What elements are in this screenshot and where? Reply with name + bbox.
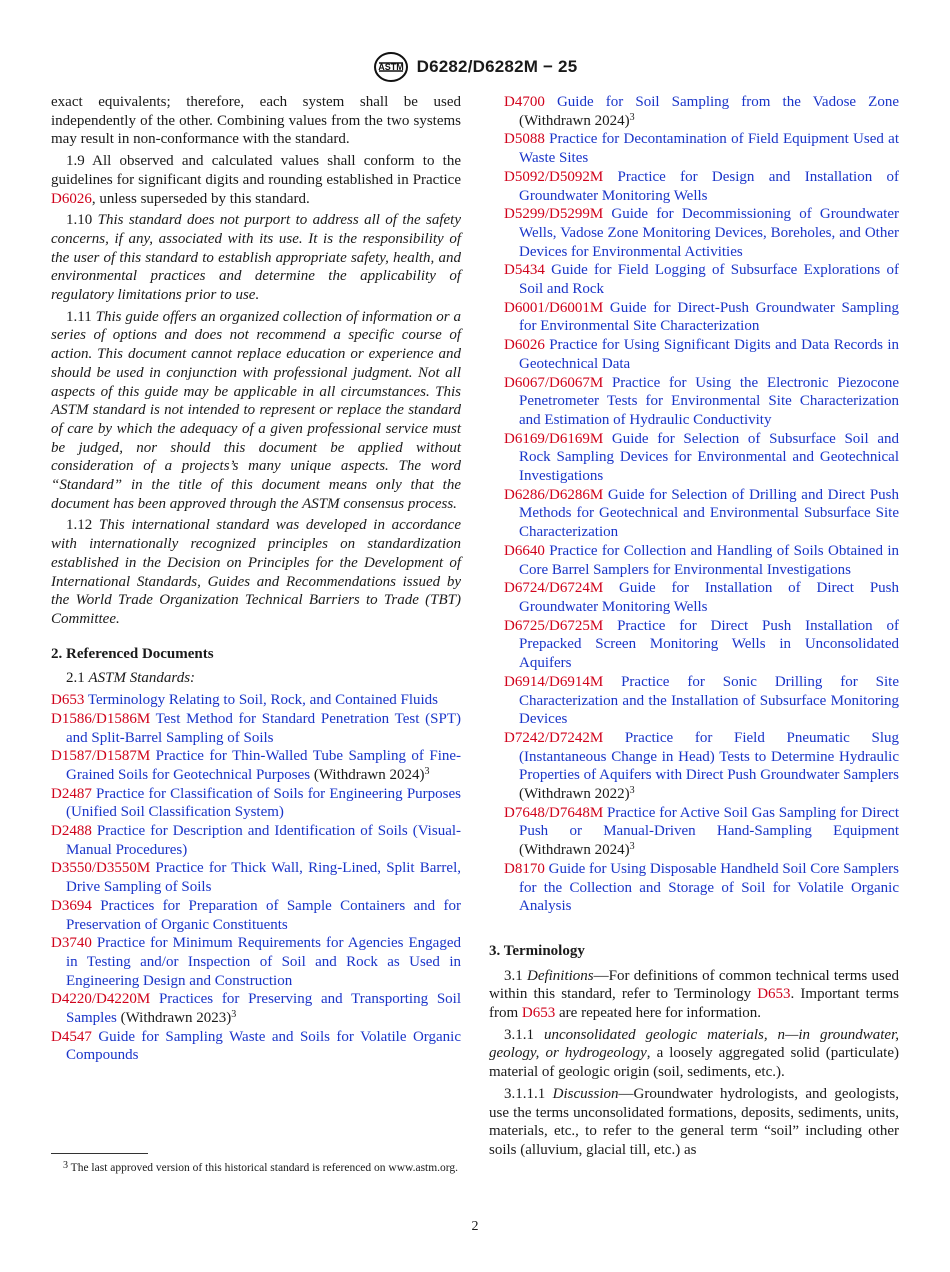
reference-title-link[interactable]: Practice for Decontamination of Field Equipment Used at Waste Sites bbox=[519, 131, 899, 167]
paragraph-1-11: 1.11 This guide offers an organized collection of information or a series of options and does not recommend a specific course of action. This document cannot replace education or experience and should be used in conjunction with professional judgment. Not all aspects of this guide may be applicable in all circumstances. This ASTM standard is not intended to represent or replace the standard of care by which the adequacy of a given professional service must be judged, nor should this document be applied without consideration of a projects’s many unique aspects. The word “Standard” in the title of this document means only that the document has been approved through the ASTM consensus process. bbox=[51, 308, 461, 512]
paragraph-1-9: 1.9 All observed and calculated values shall conform to the guidelines for significant digits and rounding established in Practice D6026, unless superseded by this standard. bbox=[51, 153, 461, 207]
reference-code-link[interactable]: D4547 bbox=[51, 1028, 92, 1045]
reference-code-link[interactable]: D3740 bbox=[51, 935, 92, 952]
reference-title-link[interactable]: Guide for Selection of Drilling and Direct Push Methods for Geotechnical and Environmental Subsurface Site Characterization bbox=[519, 486, 900, 541]
svg-text:ASTM: ASTM bbox=[377, 62, 404, 72]
reference-title-link[interactable]: Guide for Soil Sampling from the Vadose Zone bbox=[556, 94, 899, 110]
reference-item bbox=[51, 747, 461, 784]
reference-code-link[interactable]: D6286/D6286M bbox=[504, 486, 604, 503]
reference-code-link[interactable]: D6169/D6169M bbox=[504, 430, 604, 447]
reference-title-link[interactable]: Test Method for Standard Penetration Test (SPT) and Split-Barrel Sampling of Soils bbox=[66, 710, 461, 746]
withdrawn-note: (Withdrawn 2024) bbox=[519, 842, 630, 859]
reference-title-link[interactable]: Practice for Sonic Drilling for Site Characterization and the Installation of Subsurface Monitoring Devices bbox=[519, 673, 899, 728]
section-heading-terminology: 3. Terminology bbox=[489, 942, 585, 959]
reference-code-link[interactable]: D5092/D5092M bbox=[504, 168, 604, 185]
footnote-mark: 3 bbox=[629, 111, 635, 123]
footnote-mark: 3 bbox=[629, 841, 635, 853]
reference-title-link[interactable]: Practice for Using the Electronic Piezocone Penetrometer Tests for Environmental Site Characterization and Estimation of Hydraulic Conductivity bbox=[519, 374, 899, 428]
reference-code-link[interactable]: D7648/D7648M bbox=[504, 804, 604, 821]
reference-item bbox=[504, 168, 899, 205]
reference-code-link[interactable]: D6914/D6914M bbox=[504, 673, 604, 690]
reference-item bbox=[504, 374, 899, 430]
paragraph-3-1-1: 3.1.1 unconsolidated geologic materials, n—in groundwater, geology, or hydrogeology, a loosely aggregated solid (particulate) material of geologic origin (soil, sediments, etc.). bbox=[489, 1026, 900, 1081]
reference-code-link[interactable]: D2488 bbox=[51, 823, 92, 840]
reference-code-link[interactable]: D5088 bbox=[504, 131, 545, 148]
reference-title-link[interactable]: Practice for Thick Wall, Ring-Lined, Split Barrel, Drive Sampling of Soils bbox=[66, 860, 461, 896]
reference-item bbox=[504, 261, 899, 298]
page-header bbox=[0, 50, 950, 84]
reference-code-link[interactable]: D6001/D6001M bbox=[504, 299, 604, 316]
reference-item bbox=[51, 1028, 461, 1065]
reference-item bbox=[51, 897, 461, 934]
reference-item bbox=[51, 785, 461, 822]
reference-code-link[interactable]: D5434 bbox=[504, 262, 545, 279]
reference-item bbox=[504, 486, 899, 542]
reference-code-link[interactable]: D1587/D1587M bbox=[51, 748, 151, 765]
reference-title-link[interactable]: Guide for Decommissioning of Groundwater Wells, Vadose Zone Monitoring Devices, Boreholes, and Other Devices for Environmental Activities bbox=[519, 206, 900, 260]
withdrawn-note: (Withdrawn 2022) bbox=[519, 786, 630, 803]
reference-code-link[interactable]: D653 bbox=[51, 692, 85, 709]
link-d6026[interactable]: D6026 bbox=[51, 190, 92, 207]
reference-title-link[interactable]: Practice for Minimum Requirements for Agencies Engaged in Testing and/or Inspection of Soil and Rock as Used in Engineering Design and Construction bbox=[66, 935, 461, 989]
reference-item bbox=[504, 93, 899, 130]
reference-item bbox=[51, 822, 461, 859]
reference-item bbox=[504, 617, 899, 673]
reference-item bbox=[504, 579, 899, 616]
paragraph-1-12: 1.12 This international standard was developed in accordance with internationally recognized principles on standardization established in the Decision on Principles for the Development of International Standards, Guides and Recommendations issued by the World Trade Organization Technical Barriers to Trade (TBT) Committee. bbox=[51, 517, 462, 627]
reference-code-link[interactable]: D2487 bbox=[51, 785, 92, 802]
reference-item bbox=[51, 859, 461, 896]
reference-code-link[interactable]: D4220/D4220M bbox=[51, 991, 151, 1008]
reference-item bbox=[504, 336, 899, 373]
reference-title-link[interactable]: Practice for Using Significant Digits and Data Records in Geotechnical Data bbox=[519, 337, 899, 372]
link-d653[interactable]: D653 bbox=[521, 1005, 556, 1022]
reference-title-link[interactable]: Guide for Selection of Subsurface Soil and Rock Sampling Devices for Environmental and Geotechnical Investigations bbox=[519, 430, 899, 485]
page-number: 2 bbox=[471, 1219, 479, 1234]
reference-code-link[interactable]: D3694 bbox=[51, 897, 92, 914]
reference-code-link[interactable]: D6067/D6067M bbox=[504, 374, 604, 391]
reference-title-link[interactable]: Practice for Active Soil Gas Sampling for Direct Push or Manual-Driven Hand-Sampling Equipment bbox=[519, 804, 900, 840]
reference-title-link[interactable]: Guide for Field Logging of Subsurface Explorations of Soil and Rock bbox=[519, 262, 900, 298]
reference-list-right bbox=[504, 93, 899, 916]
reference-code-link[interactable]: D6026 bbox=[504, 337, 545, 354]
reference-item bbox=[51, 934, 461, 990]
reference-code-link[interactable]: D6640 bbox=[504, 542, 545, 559]
reference-item bbox=[504, 860, 899, 916]
reference-list-left bbox=[51, 691, 461, 1065]
reference-title-link[interactable]: Terminology Relating to Soil, Rock, and Contained Fluids bbox=[87, 692, 439, 709]
footnote bbox=[51, 1161, 461, 1176]
withdrawn-note: (Withdrawn 2023) bbox=[120, 1010, 232, 1027]
footnote-mark: 3 bbox=[629, 785, 635, 797]
reference-item bbox=[504, 673, 899, 729]
astm-logo-icon bbox=[373, 51, 409, 83]
withdrawn-note: (Withdrawn 2024) bbox=[519, 112, 630, 129]
reference-code-link[interactable]: D7242/D7242M bbox=[504, 729, 604, 746]
reference-title-link[interactable]: Practice for Thin-Walled Tube Sampling of Fine-Grained Soils for Geotechnical Purposes bbox=[66, 748, 462, 783]
reference-item bbox=[504, 430, 899, 486]
reference-item bbox=[504, 205, 899, 261]
reference-title-link[interactable]: Practice for Description and Identification of Soils (Visual-Manual Procedures) bbox=[66, 823, 462, 858]
reference-title-link[interactable]: Practice for Direct Push Installation of Prepacked Screen Monitoring Wells in Unconsolidated Aquifers bbox=[519, 617, 900, 672]
reference-code-link[interactable]: D3550/D3550M bbox=[51, 860, 151, 877]
reference-item bbox=[51, 691, 461, 710]
reference-title-link[interactable]: Practices for Preparation of Sample Containers and for Preservation of Organic Constituents bbox=[66, 897, 461, 933]
reference-title-link[interactable]: Practice for Field Pneumatic Slug (Instantaneous Change in Head) Tests to Determine Hydraulic Properties of Aquifers with Direct Push Groundwater Samplers bbox=[519, 729, 899, 784]
reference-code-link[interactable]: D1586/D1586M bbox=[51, 710, 151, 727]
reference-item bbox=[51, 990, 461, 1027]
document-id: D6282/D6282M − 25 bbox=[416, 57, 578, 76]
reference-code-link[interactable]: D6725/D6725M bbox=[504, 617, 604, 634]
reference-code-link[interactable]: D5299/D5299M bbox=[504, 206, 604, 223]
footnote-mark: 3 bbox=[424, 765, 430, 777]
left-column bbox=[51, 93, 461, 1065]
reference-item bbox=[504, 299, 899, 336]
reference-item bbox=[504, 130, 899, 167]
reference-title-link[interactable]: Guide for Direct-Push Groundwater Sampling for Environmental Site Characterization bbox=[519, 299, 900, 335]
reference-item bbox=[504, 542, 899, 579]
paragraph-2-1: 2.1 ASTM Standards: bbox=[66, 670, 196, 687]
reference-item bbox=[504, 804, 899, 860]
paragraph-3-1-1-1: 3.1.1.1 Discussion—Groundwater hydrologists, and geologists, use the terms unconsolidated formations, deposits, sediments, units, materials, etc., to refer to the general term “soil” including other soils (alluvium, glacial till, etc.) as bbox=[489, 1085, 899, 1158]
footnote-mark: 3 bbox=[231, 1009, 237, 1021]
reference-code-link[interactable]: D6724/D6724M bbox=[504, 580, 604, 597]
reference-item bbox=[504, 729, 899, 804]
footnote-text: The last approved version of this historical standard is referenced on www.astm.org. bbox=[70, 1162, 459, 1174]
link-d653[interactable]: D653 bbox=[757, 986, 791, 1003]
paragraph-3-1: 3.1 Definitions—For definitions of common technical terms used within this standard, refer to Terminology D653. Important terms from D653 are repeated here for information. bbox=[489, 967, 899, 1022]
reference-title-link[interactable]: Practice for Design and Installation of Groundwater Monitoring Wells bbox=[519, 168, 900, 204]
footnote-divider bbox=[51, 1153, 148, 1154]
right-column bbox=[489, 93, 899, 1163]
reference-code-link[interactable]: D4700 bbox=[504, 94, 545, 110]
paragraph-1-10: 1.10 This standard does not purport to address all of the safety concerns, if any, associated with its use. It is the responsibility of the user of this standard to establish appropriate safety, health, and environmental practices and determine the applicability of regulatory limitations prior to use. bbox=[51, 212, 462, 304]
reference-title-link[interactable]: Practice for Classification of Soils for Engineering Purposes (Unified Soil Classification System) bbox=[66, 785, 462, 821]
reference-title-link[interactable]: Guide for Installation of Direct Push Groundwater Monitoring Wells bbox=[519, 580, 899, 615]
reference-title-link[interactable]: Guide for Sampling Waste and Soils for Volatile Organic Compounds bbox=[66, 1028, 461, 1064]
reference-title-link[interactable]: Practices for Preserving and Transporting Soil Samples bbox=[66, 991, 462, 1027]
reference-item bbox=[51, 710, 461, 747]
reference-title-link[interactable]: Practice for Collection and Handling of Soils Obtained in Core Barrel Samplers for Environmental Investigations bbox=[519, 542, 899, 578]
footnote-number: 3 bbox=[63, 1160, 68, 1171]
reference-code-link[interactable]: D8170 bbox=[504, 860, 545, 877]
withdrawn-note: (Withdrawn 2024) bbox=[313, 766, 425, 783]
reference-title-link[interactable]: Guide for Using Disposable Handheld Soil Core Samplers for the Collection and Storage of Soil for Volatile Organic Analysis bbox=[519, 860, 900, 915]
section-heading-referenced-documents: 2. Referenced Documents bbox=[51, 645, 214, 662]
paragraph-1-8-continued: exact equivalents; therefore, each system shall be used independently of the other. Combining values from the two systems may result in non-conformance with the standard. bbox=[51, 94, 461, 148]
